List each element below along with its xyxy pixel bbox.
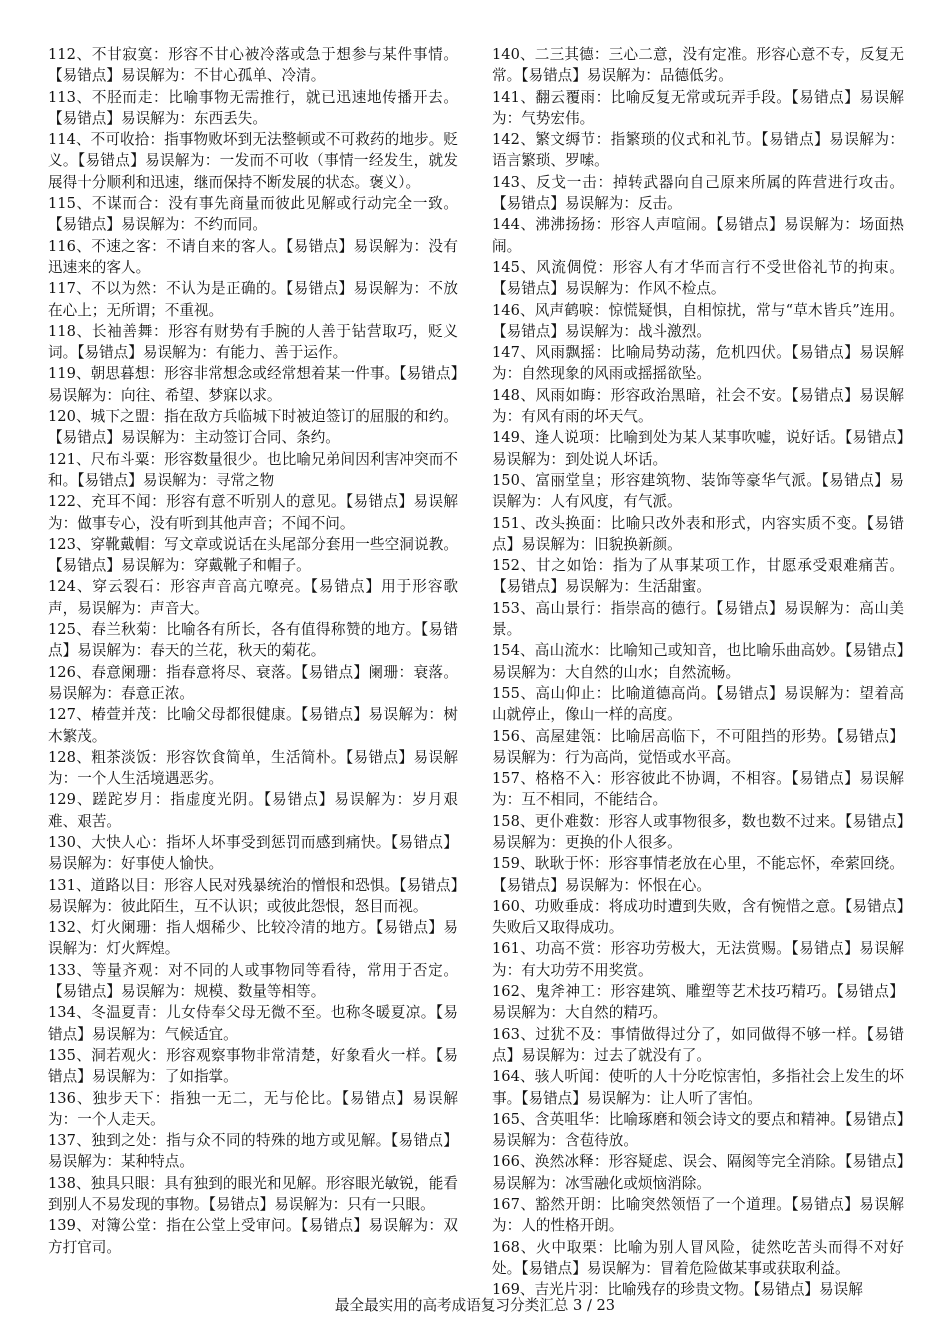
idiom-entry: 130、大快人心：指坏人坏事受到惩罚而感到痛快。【易错点】易误解为：好事使人愉快。 (48, 833, 458, 873)
idiom-entry: 131、道路以目：形容人民对残暴统治的憎恨和恐惧。【易错点】易误解为：彼此陌生，互不认识；或彼此怨恨，怒目而视。 (48, 876, 458, 915)
idiom-entry: 116、不速之客：不请自来的客人。【易错点】易误解为：没有迅速来的客人。 (48, 237, 458, 276)
idiom-entry: 132、灯火阑珊：指人烟稀少、比较冷清的地方。【易错点】易误解为：灯火辉煌。 (48, 919, 458, 958)
idiom-entry: 128、粗茶淡饭：形容饮食简单，生活简朴。【易错点】易误解为：一个人生活境遇恶劣。 (48, 748, 458, 788)
idiom-entry: 136、独步天下：指独一无二，无与伦比。【易错点】易误解为：一个人走天。 (48, 1089, 458, 1128)
idiom-entry: 127、椿萱并茂：比喻父母都很健康。【易错点】易误解为：树木繁茂。 (48, 706, 458, 745)
idiom-entry: 120、城下之盟：指在敌方兵临城下时被迫签订的屈服的和约。【易错点】易误解为：主动签订合同、条约。 (48, 408, 458, 447)
idiom-entry: 155、高山仰止：比喻道德高尚。【易错点】易误解为：望着高山就停止，像山一样的高度。 (492, 684, 904, 724)
idiom-entry: 143、反戈一击：掉转武器向自己原来所属的阵营进行攻击。【易错点】易误解为：反击。 (492, 173, 904, 213)
idiom-entry: 166、涣然冰释：形容疑虑、误会、隔阂等完全消除。【易错点】易误解为：冰雪融化或烦恼消除。 (492, 1153, 904, 1192)
idiom-entry: 153、高山景行：指崇高的德行。【易错点】易误解为：高山美景。 (492, 599, 904, 639)
idiom-entry: 154、高山流水：比喻知己或知音，也比喻乐曲高妙。【易错点】易误解为：大自然的山水；自然流畅。 (492, 642, 904, 681)
idiom-entry: 114、不可收拾：指事物败坏到无法整顿或不可救药的地步。贬义。【易错点】易误解为：一发而不可收（事情一经发生，就发展得十分顺利和迅速，继而保持不断发展的状态。褒义）。 (48, 131, 458, 191)
idiom-entry: 165、含英咀华：比喻琢磨和领会诗文的要点和精神。【易错点】易误解为：含苞待放。 (492, 1110, 904, 1150)
idiom-entry: 152、甘之如饴：指为了从事某项工作，甘愿承受艰难痛苦。【易错点】易误解为：生活甜蜜。 (492, 557, 904, 596)
idiom-entry: 133、等量齐观：对不同的人或事物同等看待，常用于否定。【易错点】易误解为：规模、数量等相等。 (48, 961, 458, 1001)
idiom-entry: 125、春兰秋菊：比喻各有所长，各有值得称赞的地方。【易错点】易误解为：春天的兰花，秋天的菊花。 (48, 621, 458, 660)
idiom-entry: 168、火中取栗：比喻为别人冒风险，徒然吃苦头而得不对好处。【易错点】易误解为：冒着危险做某事或获取利益。 (492, 1238, 904, 1277)
idiom-entry: 169、吉光片羽：比喻残存的珍贵文物。【易错点】易误解 (492, 1281, 863, 1299)
idiom-entry: 113、不胫而走：比喻事物无需推行，就已迅速地传播开去。【易错点】易误解为：东西丢失。 (48, 88, 458, 127)
idiom-entry: 150、富丽堂皇；形容建筑物、装饰等豪华气派。【易错点】易误解为：人有风度，有气派。 (492, 471, 904, 511)
idiom-entry: 149、逢人说项：比喻到处为某人某事吹嘘，说好话。【易错点】易误解为：到处说人坏话。 (492, 429, 904, 468)
idiom-entry: 123、穿靴戴帽：写文章或说话在头尾部分套用一些空洞说教。【易错点】易误解为：穿戴靴子和帽子。 (48, 535, 458, 575)
idiom-entry: 167、豁然开朗：比喻突然领悟了一个道理。【易错点】易误解为：人的性格开朗。 (492, 1196, 904, 1235)
idiom-entry: 144、沸沸扬扬：形容人声喧闹。【易错点】易误解为：场面热闹。 (492, 216, 904, 255)
idiom-entry: 138、独具只眼：具有独到的眼光和见解。形容眼光敏锐，能看到别人不易发现的事物。【易错点】易误解为：只有一只眼。 (48, 1174, 458, 1214)
page-footer: 最全最实用的高考成语复习分类汇总 3 / 23 (334, 1297, 616, 1314)
idiom-entry: 145、风流倜傥：形容人有才华而言行不受世俗礼节的拘束。【易错点】易误解为：作风不检点。 (492, 258, 904, 298)
idiom-entry: 146、风声鹤唳：惊慌疑惧，自相惊扰，常与“草木皆兵”连用。【易错点】易误解为：战斗激烈。 (492, 301, 904, 340)
idiom-entry: 119、朝思暮想：形容非常想念或经常想着某一件事。【易错点】易误解为：向往、希望、梦寐以求。 (48, 365, 458, 404)
idiom-entry: 157、格格不入：形容彼此不协调，不相容。【易错点】易误解为：互不相同，不能结合。 (492, 770, 904, 809)
idiom-entry: 126、春意阑珊：指春意将尽、衰落。【易错点】阑珊：衰落。易误解为：春意正浓。 (48, 663, 458, 702)
idiom-entry: 121、尺布斗粟：形容数量很少。也比喻兄弟间因利害冲突而不和。【易错点】易误解为：寻常之物 (48, 450, 458, 489)
idiom-entry: 162、鬼斧神工：形容建筑、雕塑等艺术技巧精巧。【易错点】易误解为：大自然的精巧。 (492, 983, 904, 1022)
idiom-entry: 142、繁文缛节：指繁琐的仪式和礼节。【易错点】易误解为：语言繁琐、罗嗦。 (492, 131, 904, 170)
idiom-entry: 117、不以为然：不认为是正确的。【易错点】易误解为：不放在心上；无所谓；不重视。 (48, 280, 458, 319)
idiom-entry: 156、高屋建瓴：比喻居高临下，不可阻挡的形势。【易错点】易误解为：行为高尚，觉悟或水平高。 (492, 727, 904, 766)
idiom-entry: 158、更仆难数：形容人或事物很多，数也数不过来。【易错点】易误解为：更换的仆人很多。 (492, 812, 904, 851)
idiom-entry: 164、骇人听闻：使听的人十分吃惊害怕，多指社会上发生的坏事。【易错点】易误解为：让人听了害怕。 (492, 1068, 904, 1107)
idiom-entry: 129、蹉跎岁月：指虚度光阴。【易错点】易误解为：岁月艰难、艰苦。 (48, 791, 458, 830)
idiom-entry: 135、洞若观火：形容观察事物非常清楚，好象看火一样。【易错点】易误解为：了如指掌。 (48, 1046, 458, 1086)
idiom-entry: 148、风雨如晦：形容政治黑暗，社会不安。【易错点】易误解为：有风有雨的坏天气。 (492, 386, 904, 426)
idiom-entry: 118、长袖善舞：形容有财势有手腕的人善于钻营取巧，贬义词。【易错点】易误解为：有能力、善于运作。 (48, 322, 458, 362)
right-column (492, 44, 904, 1301)
idiom-entry: 124、穿云裂石：形容声音高亢嘹亮。【易错点】用于形容歌声，易误解为：声音大。 (48, 578, 458, 617)
idiom-entry: 160、功败垂成：将成功时遭到失败，含有惋惜之意。【易错点】失败后又取得成功。 (492, 897, 904, 937)
idiom-entry: 163、过犹不及：事情做得过分了，如同做得不够一样。【易错点】易误解为：过去了就没有了。 (492, 1025, 904, 1064)
idiom-entry: 134、冬温夏青：儿女侍奉父母无微不至。也称冬暖夏凉。【易错点】易误解为：气候适宜。 (48, 1004, 458, 1043)
idiom-entry: 122、充耳不闻：形容有意不听别人的意见。【易错点】易误解为：做事专心，没有听到其他声音；不闻不问。 (48, 493, 458, 532)
idiom-entry: 161、功高不赏：形容功劳极大，无法赏赐。【易错点】易误解为：有大功劳不用奖赏。 (492, 940, 904, 979)
idiom-entry: 159、耿耿于怀：形容事情老放在心里，不能忘怀，牵萦回绕。【易错点】易误解为：怀恨在心。 (492, 855, 904, 894)
left-column (48, 44, 458, 1258)
idiom-entry: 141、翻云覆雨：比喻反复无常或玩弄手段。【易错点】易误解为：气势宏伟。 (492, 88, 904, 127)
idiom-entry: 139、对簿公堂：指在公堂上受审问。【易错点】易误解为：双方打官司。 (48, 1217, 458, 1256)
idiom-entry: 137、独到之处：指与众不同的特殊的地方或见解。【易错点】易误解为：某种特点。 (48, 1132, 458, 1171)
idiom-entry: 140、二三其德：三心二意，没有定准。形容心意不专，反复无常。【易错点】易误解为：品德低劣。 (492, 46, 904, 85)
idiom-entry: 147、风雨飘摇：比喻局势动荡，危机四伏。【易错点】易误解为：自然现象的风雨或摇摇欲坠。 (492, 344, 904, 383)
idiom-entry: 151、改头换面：比喻只改外表和形式，内容实质不变。【易错点】易误解为：旧貌换新颜。 (492, 514, 904, 553)
idiom-entry: 115、不谋而合：没有事先商量而彼此见解或行动完全一致。【易错点】易误解为：不约而同。 (48, 195, 458, 234)
idiom-entry: 112、不甘寂寞：形容不甘心被冷落或急于想参与某件事情。【易错点】易误解为：不甘心孤单、冷清。 (48, 46, 458, 85)
